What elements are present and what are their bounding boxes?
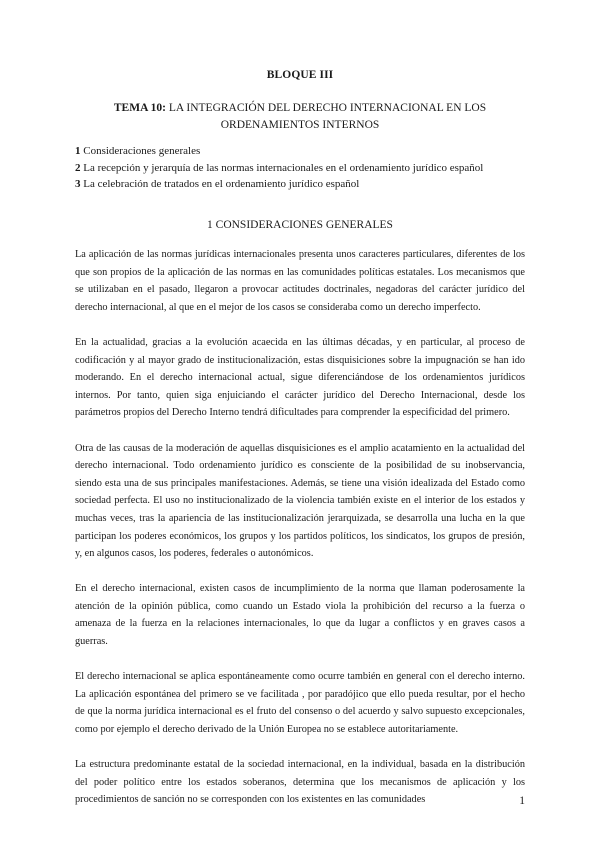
tema-label: TEMA 10:	[113, 102, 166, 114]
toc-number: 1	[75, 145, 81, 157]
tema-heading	[100, 100, 500, 134]
toc-item	[75, 160, 483, 177]
paragraph: En la actualidad, gracias a la evolución acaecida en las últimas décadas, y en particular, al proceso de codificación y al mayor grado de institucionalización, estas disquisiciones sobre la impugnación se han ido moderando. En el derecho internacional actual, sigue diferenciándose de los ordenamientos jurídicos internos. Por tanto, quien siga enjuiciando el carácter jurídico del Derecho Internacional, desde los parámetros propios del Derecho Interno tendrá dificultades para comprender la especificidad del primero.	[75, 336, 525, 419]
toc-text: Consideraciones generales	[83, 145, 201, 157]
page-number: 1	[519, 795, 525, 807]
toc-item	[75, 143, 483, 160]
toc-item	[75, 176, 483, 193]
section-heading: 1 CONSIDERACIONES GENERALES	[207, 219, 393, 231]
paragraph: Otra de las causas de la moderación de aquellas disquisiciones es el amplio acatamiento en la actualidad del derecho internacional. Todo ordenamiento jurídico es consciente de la posibilidad de su inobservancia, siendo esta una de sus principales manifestaciones. Además, se tiene una visión idealizada del Estado como sociedad perfecta. El uso no institucionalizado de la violencia también existe en el interior de los estados y muchas veces, tras la apariencia de las institucionalización jerarquizada, se desarrolla una lucha en la que participan los poderes económicos, los grupos y los partidos políticos, los sindicatos, los grupos de presión, y, en algunos casos, los poderes, federales o autonómicos.	[75, 442, 525, 560]
block-title: BLOQUE III	[266, 69, 334, 81]
paragraph: La aplicación de las normas jurídicas internacionales presenta unos caracteres particulares, diferentes de los que son propios de la aplicación de las normas en las comunidades políticas estatales. Los mecanismos que se utilizaban en el pasado, llegaron a provocar actitudes doctrinales, negadoras del carácter jurídico del derecho internacional, al que en el mejor de los casos se consideraba como un derecho imperfecto.	[75, 249, 525, 313]
table-of-contents	[75, 143, 483, 193]
body-text	[75, 246, 525, 827]
toc-text: La celebración de tratados en el ordenamiento jurídico español	[83, 178, 360, 190]
toc-text: La recepción y jerarquía de las normas internacionales en el ordenamiento jurídico español	[83, 161, 484, 174]
toc-number: 2	[75, 161, 81, 174]
paragraph: En el derecho internacional, existen casos de incumplimiento de la norma que llaman poderosamente la atención de la opinión pública, como cuando un Estado viola la prohibición del recurso a la fuerza o amenaza de la fuerza en la relaciones internacionales, lo que da lugar a conflictos y en graves casos a guerras.	[75, 583, 525, 648]
paragraph: El derecho internacional se aplica espontáneamente como ocurre también en general con el derecho interno. La aplicación espontánea del primero se ve facilitada , por paradójico que ello pueda resultar, por el hecho de que la norma jurídica internacional es el fruto del consenso o del acuerdo y salvo supuesto excepcionales, como por ejemplo el derecho derivado de la Unión Europea no se establece autoritariamente.	[75, 671, 525, 736]
toc-number: 3	[75, 178, 81, 190]
paragraph: La estructura predominante estatal de la sociedad internacional, en la individual, basada en la distribución del poder político entre los estados soberanos, determina que los mecanismos de aplicación y los procedimientos de sanción no se corresponden con los existentes en las comunidades	[75, 759, 525, 806]
tema-title: LA INTEGRACIÓN DEL DERECHO INTERNACIONAL EN LOS ORDENAMIENTOS INTERNOS	[168, 102, 487, 131]
